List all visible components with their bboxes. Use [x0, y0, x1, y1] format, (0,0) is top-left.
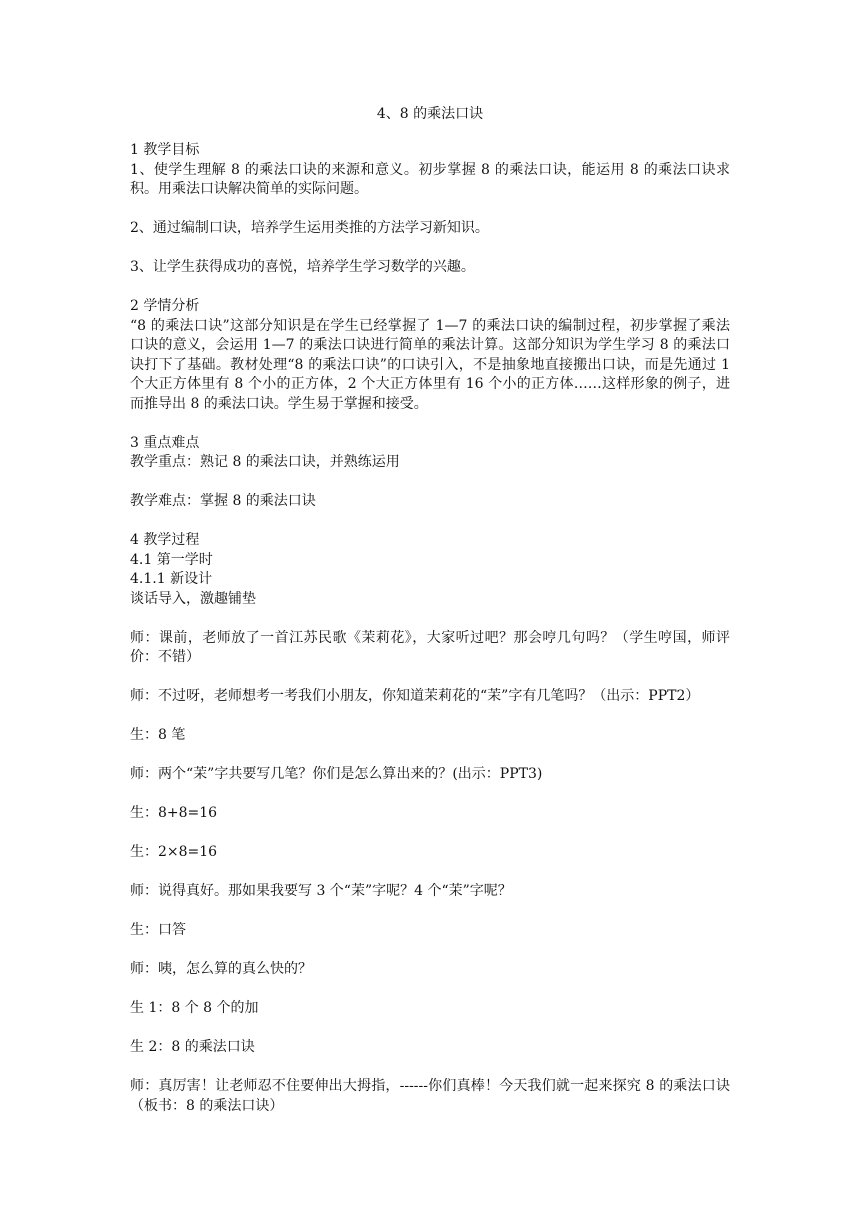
- dialogue-line: 师：说得真好。那如果我要写 3 个“茉”字呢？4 个“茉”字呢？: [130, 883, 512, 899]
- goal-item-3: 3、让学生获得成功的喜悦，培养学生学习数学的兴趣。: [130, 259, 475, 275]
- dialogue-line: 师：两个“茉”字共要写几笔？你们是怎么算出来的？(出示：PPT3): [130, 766, 543, 782]
- intro-line: 谈话导入，激趣铺垫: [130, 590, 256, 607]
- dialogue-line: 师：真厉害！让老师忍不住要伸出大拇指，------你们真棒！今天我们就一起来探究 8 的乘法口诀（板书：8 的乘法口诀）: [130, 1078, 730, 1114]
- dialogue-line: 师：不过呀，老师想考一考我们小朋友，你知道茉莉花的“茉”字有几笔吗？（出示：PPT2）: [130, 688, 700, 704]
- section-heading-analysis: 2 学情分析: [130, 298, 200, 314]
- dialogue-line: 师：课前，老师放了一首江苏民歌《茉莉花》，大家听过吧？那会哼几句吗？（学生哼国，师评价：不错）: [130, 629, 730, 665]
- dialogue-line: 生：2×8=16: [130, 844, 218, 860]
- dialogue-line: 师：咦，怎么算的真么快的？: [130, 961, 312, 977]
- document-title: 4、8 的乘法口诀: [376, 106, 484, 122]
- document-body: [130, 141, 730, 1116]
- section-heading-process: 4 教学过程: [130, 532, 200, 548]
- goal-item-1: 1、使学生理解 8 的乘法口诀的来源和意义。初步掌握 8 的乘法口诀，能运用 8 的乘法口诀求积。用乘法口诀解决简单的实际问题。: [130, 161, 730, 197]
- key-difficulty: 教学难点：掌握 8 的乘法口诀: [130, 493, 316, 509]
- subsection-heading-new-design: 4.1.1 新设计: [130, 571, 213, 587]
- section-heading-key-points: 3 重点难点: [130, 434, 200, 451]
- dialogue-line: 生 1：8 个 8 个的加: [130, 1000, 259, 1016]
- key-focus: 教学重点：熟记 8 的乘法口诀，并熟练运用: [130, 454, 400, 470]
- dialogue-line: 生 2：8 的乘法口诀: [130, 1039, 255, 1055]
- dialogue-line: 生：8 笔: [130, 727, 186, 743]
- subsection-heading-lesson-1: 4.1 第一学时: [130, 551, 213, 568]
- dialogue-line: 生：口答: [130, 922, 186, 938]
- dialogue-line: 生：8+8=16: [130, 805, 218, 821]
- analysis-paragraph: “8 的乘法口诀”这部分知识是在学生已经掌握了 1—7 的乘法口诀的编制过程，初步掌握了乘法口诀的意义，会运用 1—7 的乘法口诀进行简单的乘法计算。这部分知识为学生学习 8 的乘法口诀打下了基础。教材处理“8 的乘法口诀”的口诀引入，不是抽象地直接搬出口诀，而是先通过 1 个大正方体里有 8 个小的正方体，2 个大正方体里有 16 个小的正方体……这样形象的例子，进而推导出 8 的乘法口诀。学生易于掌握和接受。: [130, 317, 730, 412]
- section-heading-goals: 1 教学目标: [130, 142, 200, 158]
- goal-item-2: 2、通过编制口诀，培养学生运用类推的方法学习新知识。: [130, 220, 489, 236]
